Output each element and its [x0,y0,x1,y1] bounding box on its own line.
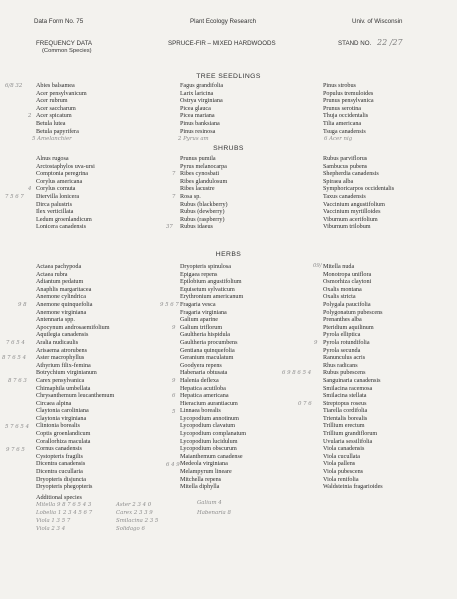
species-name: Lycopodium complanatum [180,431,246,438]
species-name: Chimaphila umbellata [36,385,91,392]
species-name: Pyrola elliptica [323,332,361,339]
species-name: Trillium erectum [323,423,365,430]
species-name: Linnaea borealis [180,408,221,415]
shrub-col-2 [180,156,228,232]
species-name: Athyrium filix-femina [36,362,91,369]
species-name: Acer saccharum [36,105,76,112]
species-name: Streptopus roseus [323,400,367,407]
species-name: Aquilegia canadensis [36,332,89,339]
species-name: Gentiana quinquefolia [180,347,235,354]
species-name: Monotropa uniflora [323,271,372,278]
species-name: Sambucus pubens [323,163,368,170]
species-name: Aralia nudicaulis [36,339,79,346]
species-name: Acer pensylvanicum [36,90,87,97]
species-name: Claytonia caroliniana [36,408,89,415]
note-additional-3: Viola 1 3 5 7 [36,518,71,524]
species-name: Chrysanthemum leucanthemum [36,393,115,400]
species-name: Picea glauca [180,105,211,112]
note-additional-7: Smilacina 2 3 5 [116,518,159,524]
note-aster: 8 7 6 5 4 [2,355,27,361]
species-name: Adiantum pedatum [36,279,84,286]
species-name: Actaea pachypoda [36,264,82,270]
species-name: Geranium maculatum [180,355,234,362]
species-name: Hieracium aurantiacum [180,400,238,407]
species-name: Prunus pumila [180,156,216,162]
species-name: Rubus parviflorus [323,156,368,162]
species-name: Viburnum acerifolium [323,216,378,223]
species-name: Waldsteinia fragarioides [323,484,383,491]
section-shrubs: SHRUBS [213,145,244,152]
species-name: Symphoricarpos occidentalis [323,186,395,193]
section-tree-seedlings: TREE SEEDLINGS [196,73,261,80]
note-abies: 6/8 32 [5,83,23,89]
species-name: Anemone virginiana [36,309,87,316]
note-halenia: 9 [172,378,176,384]
species-name: Populus tremuloides [323,90,374,97]
species-name: Erythronium americanum [180,294,244,301]
species-name: Pinus strobus [323,83,356,89]
note-mitella: 09/ [313,263,322,269]
species-name: Shepherdia canadensis [323,171,379,178]
species-name: Circaea alpina [36,400,72,407]
species-name: Melampyrum lineare [180,469,232,476]
species-name: Thuja occidentalis [323,113,369,120]
additional-species-label: Additional species [36,494,82,501]
species-name: Rubus (raspberry) [180,216,225,223]
herb-col-3 [323,264,383,492]
species-name: Betula papyrifera [36,128,79,135]
species-name: Ostrya virginiana [180,98,223,105]
species-name: Epigaea repens [180,271,218,278]
species-name: Pinus banksiana [180,120,220,127]
species-name: Sanguinaria canadensis [323,377,381,384]
note-clintonia: 5 7 6 5 4 [5,424,30,430]
species-name: Arisaema atrorubens [36,347,87,354]
note-pyrola: 9 [314,340,318,346]
species-name: Mitella diphylla [180,484,220,491]
note-additional-1: Mitella 9 8 7 6 5 4 3 [36,502,92,508]
note-quinquefolia: 9 8 [18,302,27,308]
species-name: Pyrola rotundifolia [323,339,370,346]
species-name: Viola canadensis [323,446,365,453]
species-name: Arctostaphylos uva-ursi [36,163,95,170]
tree-col-1 [36,83,87,136]
species-name: Galium aparine [180,317,219,324]
herb-col-2 [180,264,246,492]
tree-col-2 [180,83,223,136]
note-diervilla: 7 5 6 7 [5,194,24,200]
species-name: Dryopteris spinulosa [180,264,231,270]
species-name: Dicentra canadensis [36,461,86,468]
species-name: Uvularia sessilifolia [323,438,373,445]
frequency-subtitle: (Common Species) [42,48,92,54]
species-name: Ribes lacustre [180,186,215,193]
species-name: Oxalis montana [323,286,362,293]
species-name: Cornus canadensis [36,446,82,453]
species-name: Lonicera canadensis [36,224,86,231]
note-spicatum: 2 [28,113,32,119]
frequency-title: FREQUENCY DATA [36,40,93,47]
note-additional-9: Galium 4 [197,500,222,506]
species-name: Habenaria obtusata [180,370,228,377]
species-name: Spiraea alba [323,178,354,185]
note-carex: 8 7 6 3 [8,378,27,384]
stand-number: 22 /27 [377,38,403,47]
species-name: Smilacina racemosa [323,385,373,392]
species-name: Ribes cynosbati [180,171,220,178]
species-name: Betula lutea [36,120,66,127]
species-name: Ledum groenlandicum [36,216,92,223]
note-tree-right: 6 Acer nig [324,136,353,142]
shrub-col-3 [323,156,394,232]
species-name: Corylus cornuta [36,186,76,193]
species-name: Viola pallens [323,461,356,468]
species-name: Vaccinium myrtilloides [323,209,381,216]
species-name: Halenia deflexa [180,377,219,384]
species-name: Mitella nuda [323,264,355,270]
species-name: Aster macrophyllus [36,355,85,362]
species-name: Oxalis stricta [323,294,356,301]
species-name: Trillium grandiflorum [323,431,378,438]
species-name: Acer spicatum [36,113,72,120]
species-name: Dicentra cucullaria [36,469,83,476]
form-number: Data Form No. 75 [34,18,84,25]
species-name: Fagus grandifolia [180,83,224,89]
species-name: Medeola virginiana [180,461,228,468]
species-name: Coptis groenlandicum [36,431,91,438]
herb-col-1 [36,264,114,492]
species-name: Dryopteris phegopteris [36,484,93,491]
species-name: Alnus rugosa [36,156,69,162]
species-name: Gaultheria procumbens [180,339,238,346]
species-name: Viola cucullata [323,453,360,460]
species-name: Anemone cylindrica [36,294,86,301]
note-tree-left: 5 Amelanchier [32,136,72,142]
species-name: Lycopodium clavatum [180,423,236,430]
species-name: Apocynum androsaemifolium [36,324,110,331]
species-name: Tsuga canadensis [323,128,366,135]
species-name: Ribes glandulosum [180,178,228,185]
note-hepatica: 6 [172,393,176,399]
note-fragaria: 9 5 6 7 [160,302,179,308]
species-name: Fragaria vesca [180,301,216,308]
species-name: Anemone quinquefolia [36,301,93,308]
species-name: Lycopodium lucidulum [180,438,238,445]
species-name: Ranunculus acris [323,355,366,362]
note-additional-6: Carex 2 3 3 9 [116,510,153,516]
note-galium: 9 [172,325,176,331]
species-name: Polygonatum pubescens [323,309,383,316]
note-additional-8: Solidago 6 [116,526,145,532]
species-name: Rubus idaeus [180,224,213,231]
tree-col-3 [323,83,374,136]
species-name: Lycopodium obscurum [180,446,237,453]
note-additional-10: Habenaria 8 [197,510,231,516]
species-name: Anaphlis margaritacea [36,286,92,293]
species-name: Fragaria virginiana [180,309,227,316]
note-maianthemum: 6 4 9 [166,462,180,468]
community-type: SPRUCE-FIR – MIXED HARDWOODS [168,40,276,47]
university: Univ. of Wisconsin [352,18,403,25]
note-linnaea: 5 [172,409,176,415]
species-name: Botrychium virginianum [36,370,97,377]
species-name: Smilacina stellata [323,393,367,400]
species-name: Mitchella repens [180,476,222,483]
organization: Plant Ecology Research [190,18,257,25]
note-aralia: 7 6 5 4 [6,340,25,346]
note-cornuta: 4 [28,186,32,192]
species-name: Prenanthes alba [323,317,362,324]
species-name: Clintonia borealis [36,423,80,430]
species-name: Polygala paucifolia [323,301,371,308]
species-name: Corylus americana [36,178,83,185]
species-name: Claytonia virginiana [36,415,87,422]
shrub-col-1 [36,156,95,232]
species-name: Acer rubrum [36,98,68,105]
species-name: Tiarella cordifolia [323,408,368,415]
species-name: Gaultheria hispidula [180,332,230,339]
species-name: Corallorhiza maculata [36,438,91,445]
stand-label: STAND NO. [338,40,372,47]
species-name: Viburnum trilobum [323,224,371,231]
species-name: Viola pubescens [323,469,364,476]
species-name: Osmorhiza claytoni [323,279,372,286]
species-name: Rosa sp. [180,193,201,200]
species-name: Vaccinium angustifolium [323,201,385,208]
species-name: Pyrus melanocarpa [180,163,227,170]
species-name: Pyrola secunda [323,347,361,354]
note-streptopus: 0 7 6 [298,401,312,407]
species-name: Dryopteris disjuncta [36,476,86,483]
species-name: Viola renifolia [323,476,359,483]
species-name: Dirca palustris [36,201,72,208]
species-name: Rhus radicans [323,362,358,369]
note-additional-4: Viola 2 3 4 [36,526,66,532]
note-rosa: 7 [172,194,176,200]
species-name: Hepatica acutiloba [180,385,226,392]
species-name: Rubus (blackberry) [180,201,228,208]
species-name: Prunus pensylvanica [323,98,374,105]
note-cynosbati: 7 [172,171,176,177]
section-herbs: HERBS [215,251,242,258]
note-rubus-idaeus: 37 [166,224,173,230]
species-name: Diervilla lonicera [36,193,80,200]
species-name: Trientalis borealis [323,415,368,422]
species-name: Galium triflorum [180,324,223,331]
species-name: Antennaria spp. [36,317,75,324]
species-name: Actaea rubra [36,271,68,278]
species-name: Hepatica americana [180,393,229,400]
species-name: Picea mariana [180,113,215,120]
species-name: Lycopodium annotinum [180,415,239,422]
species-name: Ilex verticillata [36,209,74,216]
species-name: Pinus resinosa [180,128,216,135]
species-name: Tilia americana [323,120,362,127]
species-name: Pteridium aquilinum [323,324,374,331]
species-name: Epilobium angustifolium [180,279,242,286]
species-name: Rubus pubescens [323,370,366,377]
species-name: Prunus serotina [323,105,362,112]
species-name: Taxus canadensis [323,193,366,200]
species-name: Larix laricina [180,90,214,97]
species-name: Carex pensylvanica [36,377,85,384]
species-name: Goodyera repens [180,362,222,369]
species-name: Comptonia peregrina [36,171,89,178]
species-name: Rubus (dewberry) [180,209,225,216]
note-rubus-pubescens: 6 9 8 6 5 4 [282,370,312,376]
species-name: Abies balsamea [36,83,75,89]
note-additional-2: Lobelia 1 2 3 4 5 6 7 [36,510,93,516]
species-name: Equisetum sylvaticum [180,286,235,293]
species-name: Cystopteris fragilis [36,453,83,460]
note-tree-mid: 2 Pyrus am [178,136,209,142]
note-cornus: 9 7 6 5 [6,447,25,453]
species-name: Maianthemum canadense [180,453,243,460]
note-additional-5: Aster 2 3 4 0 [116,502,152,508]
